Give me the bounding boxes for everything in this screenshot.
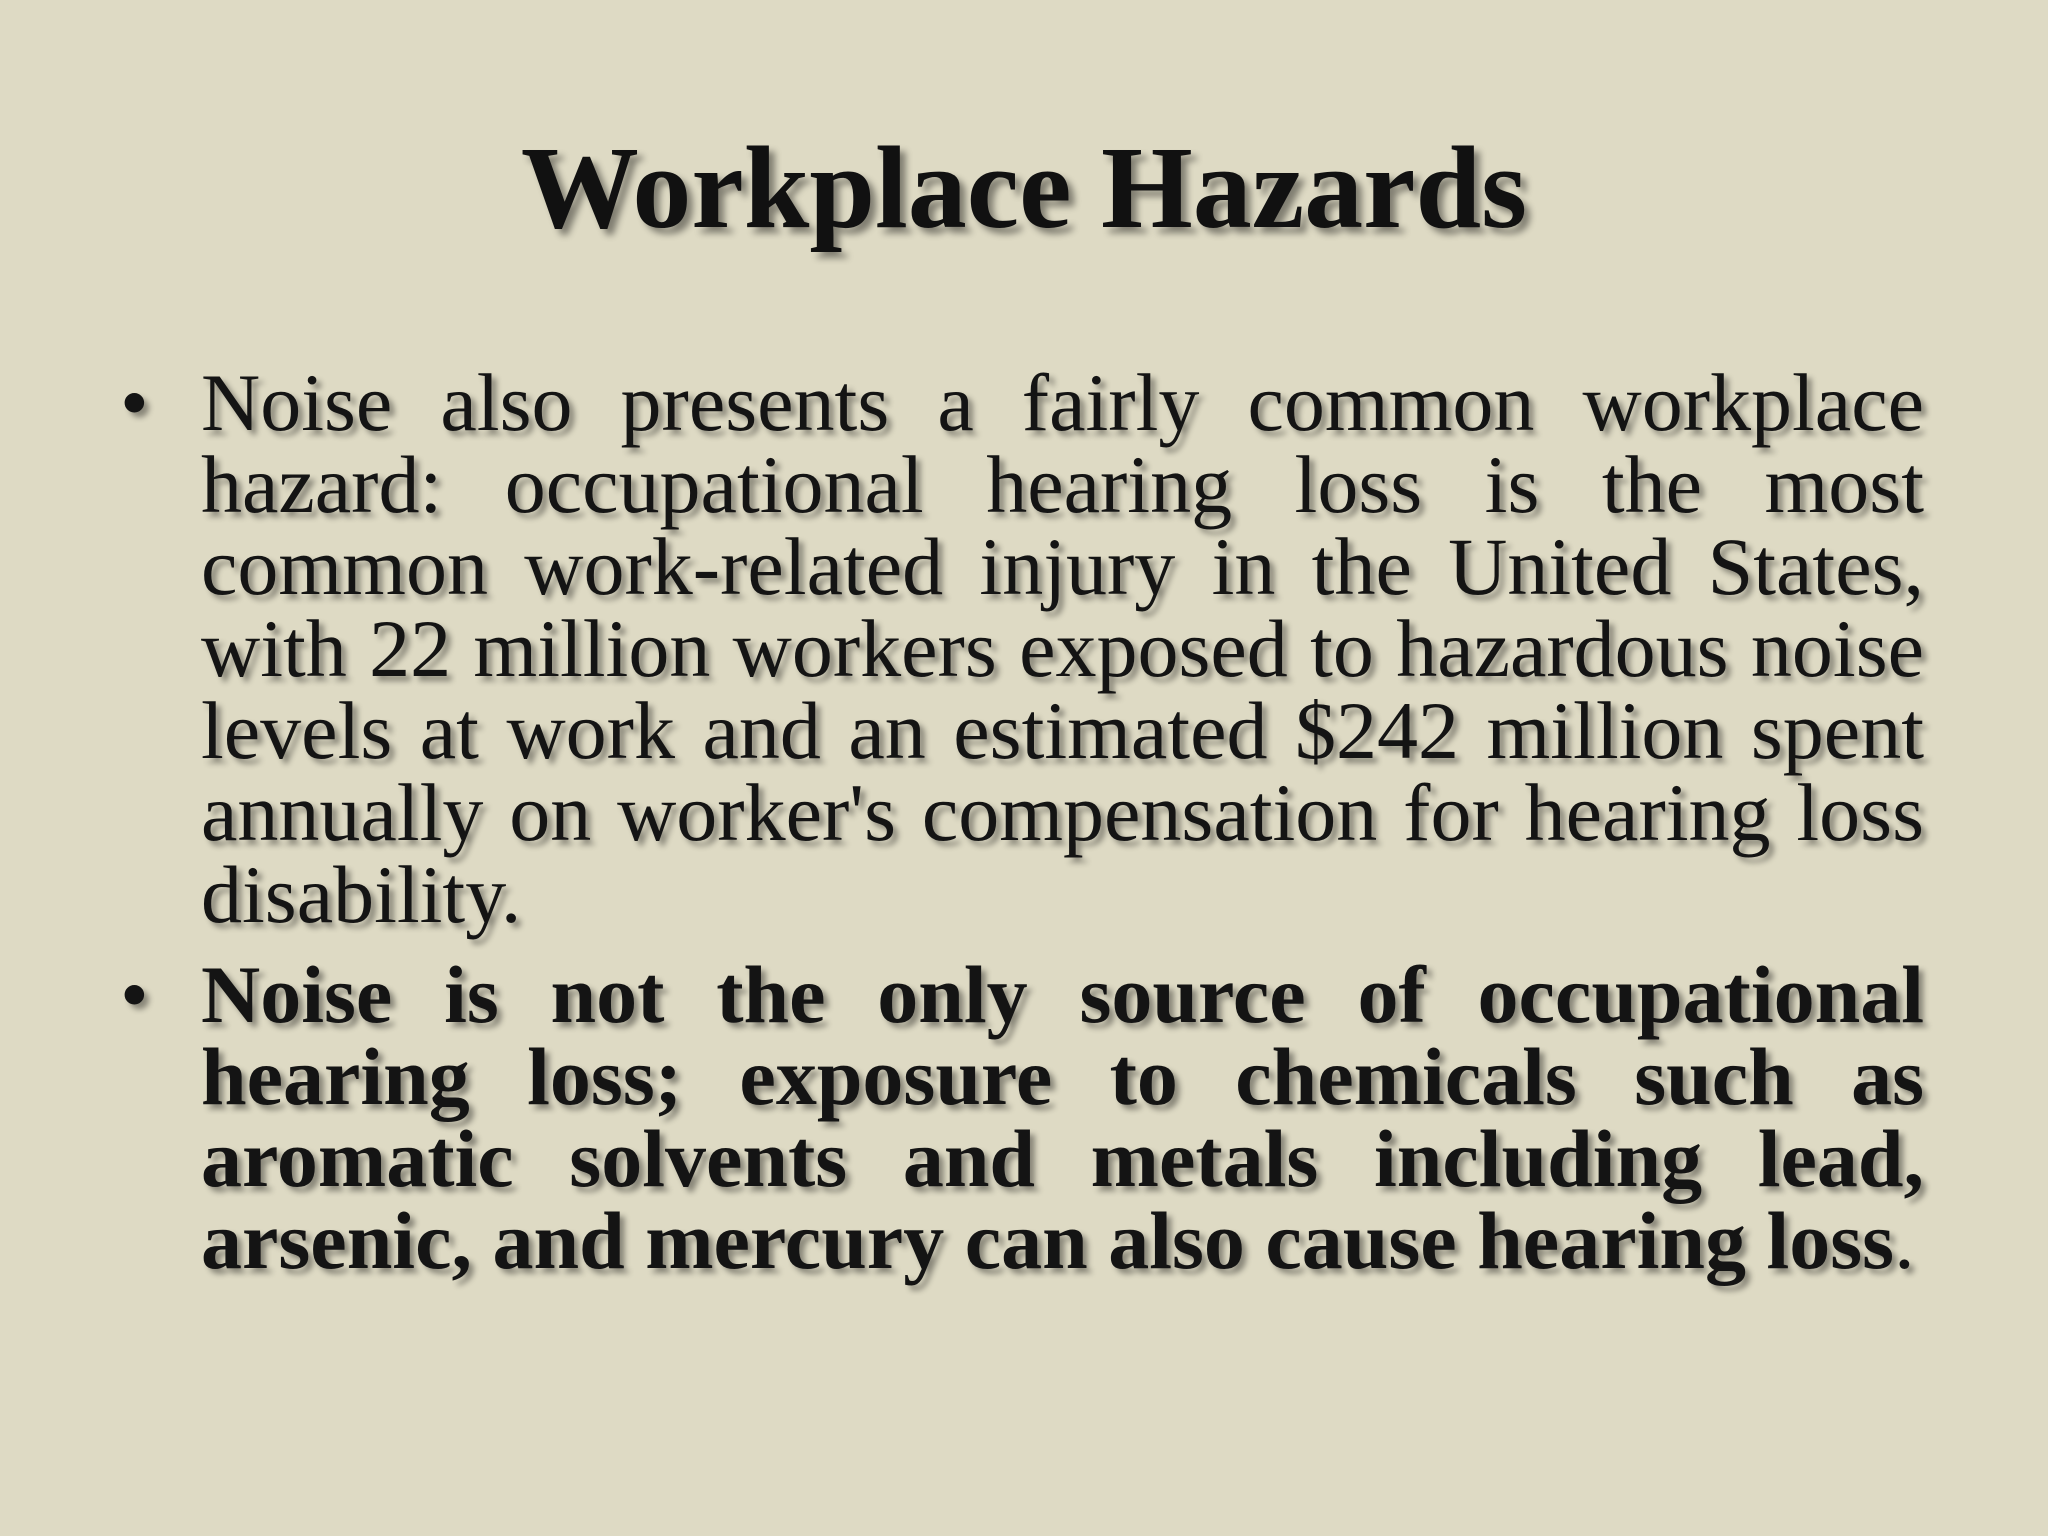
bullet-item [120, 949, 1924, 1286]
bullet-list [120, 357, 1924, 1286]
bullet-trailing-text: . [1894, 1195, 1915, 1286]
bullet-item [120, 357, 1924, 940]
bullet-dot-icon: • [120, 357, 149, 448]
bullet-text: Noise also presents a fairly common workplace hazard: occupational hearing loss is the most common work-related injury in the United States, with 22 million workers exposed to hazardous noise levels at work and an estimated $242 million spent annually on worker's compensation for hearing loss disability. [201, 357, 1924, 940]
slide-title: Workplace Hazards [520, 122, 1528, 253]
bullet-dot-icon: • [120, 949, 149, 1040]
bullet-bold-text: Noise is not the only source of occupational hearing loss; exposure to chemicals such as aromatic solvents and metals including lead, arsenic, and mercury can also cause hearing loss [201, 949, 1924, 1286]
